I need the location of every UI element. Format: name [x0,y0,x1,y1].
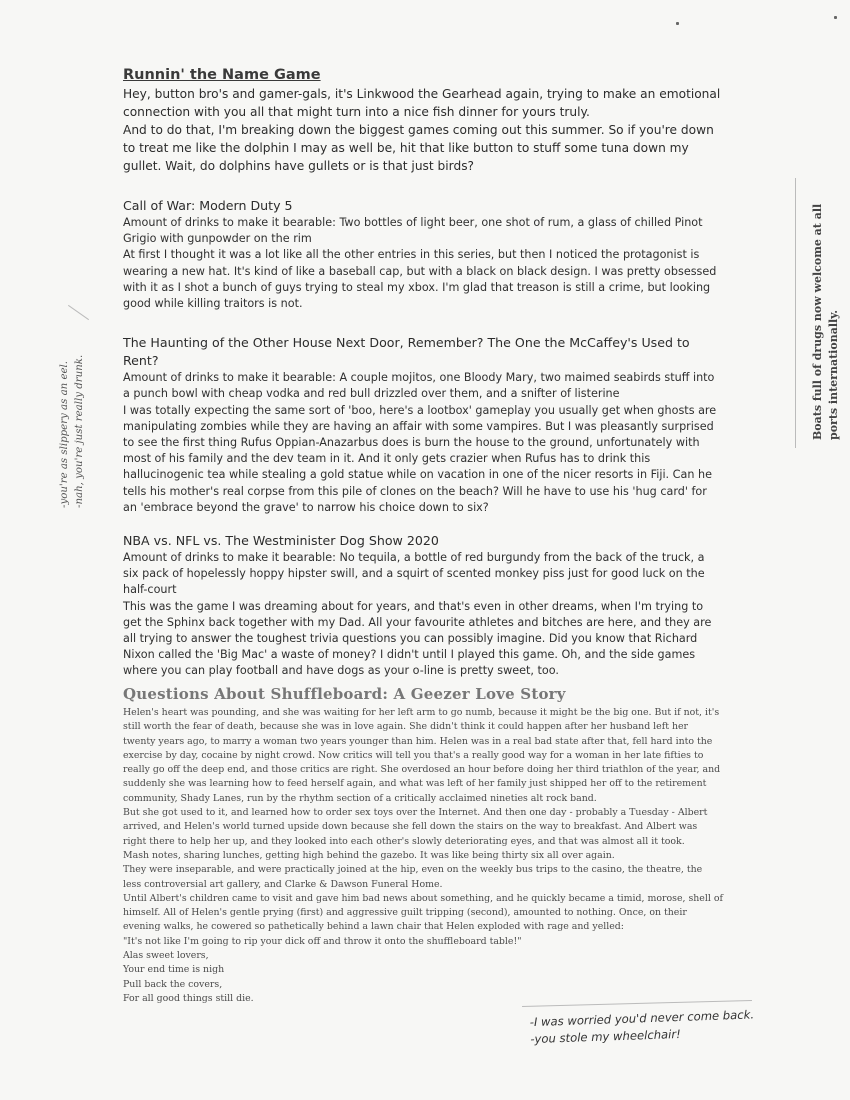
intro-paragraph: Hey, button bro's and gamer-gals, it's Linkwood the Gearhead again, trying to make an emotional connection with you all that might turn into a nice fish dinner for yours truly. [123,87,721,119]
margin-note-bottom [529,1006,770,1048]
margin-note-right [810,190,850,440]
margin-note-line: -you're as slippery as an eel. [59,360,70,508]
article-title: Runnin' the Name Game [123,67,321,83]
poem-line: Your end time is nigh [123,964,225,976]
story-paragraph: They were inseparable, and were practically joined at the hip, even on the weekly bus trips to the casino, the theatre, the less controversial art gallery, and Clarke & Dawson Funeral Home. [123,864,703,890]
margin-note-line: -nah, you're just really drunk. [74,354,85,508]
story-paragraph: But she got used to it, and learned how to order sex toys over the Internet. And then one day - probably a Tuesday - Albert arrived, and Helen's world turned upside down because she fell down the stairs on the way to breakfast. And Albert was right there to help her up, and they looked into each other's slowly deteriorating eyes, and that was almost all it took. [123,807,708,847]
review-body: I was totally expecting the same sort of 'boo, here's a lootbox' gameplay you usually get when ghosts are manipulating zombies while they are having an affair with some vampires. But I was pleasantly surprised to see the first thing Rufus Oppian-Anazarbus does is burn the house to the ground, unfortunately with most of his family and the dev team in it. And it only gets crazier when Rufus has to drink this hallucinogenic tea while stealing a gold statue while on vacation in one of the nicer resorts in Fiji. Can he tells his mother's real corpse from this pile of clones on the beach? Will he have to use his 'hug card' for an 'embrace beyond the grave' to narrow his choice down to six? [123,403,717,514]
margin-note-line: -you stole my wheelchair! [530,1026,682,1047]
margin-note-line: -I was worried you'd never come back. [529,1007,755,1030]
review-title: Call of War: Modern Duty 5 [123,198,293,213]
margin-note-line: ports internationally. [827,309,840,440]
story-paragraph: Mash notes, sharing lunches, getting high behind the gazebo. It was like being thirty six all over again. [123,849,615,861]
review-section [123,532,723,680]
story-quote: "It's not like I'm going to rip your dick off and throw it onto the shuffleboard table!" [123,935,522,947]
review-drinks: Amount of drinks to make it bearable: No tequila, a bottle of red burgundy from the back of the truck, a six pack of hopelessly hoppy hipster swill, and a squirt of scented monkey piss just for good luck on the half-court [123,551,705,597]
stray-mark [834,16,837,19]
poem-line: Alas sweet lovers, [123,950,209,962]
article [123,67,723,680]
poem-line: For all good things still die. [123,992,254,1004]
review-section [123,334,723,516]
review-title: The Haunting of the Other House Next Door, Remember? The One the McCaffey's Used to Rent? [123,335,690,369]
poem-line: Pull back the covers, [123,978,223,990]
stray-mark [676,22,679,25]
story [123,685,723,1006]
story-title: Questions About Shuffleboard: A Geezer Love Story [123,685,566,703]
review-drinks: Amount of drinks to make it bearable: A couple mojitos, one Bloody Mary, two maimed seabirds stuff into a punch bowl with cheap vodka and red bull drizzled over them, and a snifter of listerine [123,371,715,401]
review-drinks: Amount of drinks to make it bearable: Two bottles of light beer, one shot of rum, a glass of chilled Pinot Grigio with gunpowder on the rim [123,216,703,246]
review-title: NBA vs. NFL vs. The Westminister Dog Show 2020 [123,533,439,549]
margin-note-left [57,318,97,508]
intro-paragraph: And to do that, I'm breaking down the biggest games coming out this summer. So if you're down to treat me like the dolphin I may as well be, hit that like button to stuff some tuna down my gullet. Wait, do dolphins have gullets or is that just birds? [123,123,714,173]
story-paragraph: Until Albert's children came to visit and gave him bad news about something, and he quickly became a timid, morose, shell of himself. All of Helen's gentle prying (first) and aggressive guilt tripping (second), amounted to nothing. Once, on their evening walks, he cowered so pathetically behind a lawn chair that Helen exploded with rage and yelled: [123,892,723,933]
review-body: This was the game I was dreaming about for years, and that's even in other dreams, when I'm trying to get the Sphinx back together with my Dad. All your favourite athletes and bitches are here, and they are all trying to answer the toughest trivia questions you can possibly imagine. Did you know that Richard Nixon called the 'Big Mac' a waste of money? I didn't until I played this game. Oh, and the side games where you can play football and have dogs as your o-line is pretty sweet, too. [123,599,712,678]
review-body: At first I thought it was a lot like all the other entries in this series, but then I noticed the protagonist is wearing a new hat. It's kind of like a baseball cap, but with a black on black design. I was pretty obsessed with it as I shot a bunch of guys trying to steal my xbox. I'm glad that treason is still a crime, but looking good while killing traitors is not. [123,248,717,311]
note-divider-right [795,178,796,448]
article-intro [123,85,723,175]
story-paragraph: Helen's heart was pounding, and she was waiting for her left arm to go numb, because it might be the big one. But if not, it's still worth the fear of death, because she was in love again. She didn't think it could happen after her husband left her twenty years ago, to marry a woman two years younger than him. Helen was in a real bad state after that, fell hard into the exercise by day, cocaine by night crowd. Now critics will tell you that's a really good way for a woman in her late fifties to really go off the deep end, and those critics are right. She overdosed an hour before doing her third triathlon of the year, and suddenly she was learning how to feed herself again, and what was left of her family just shipped her off to the retirement community, Shady Lanes, run by the rhythm section of a critically acclaimed nineties alt rock band. [123,707,721,804]
margin-note-line: Boats full of drugs now welcome at all [811,203,824,440]
review-section [123,197,723,312]
